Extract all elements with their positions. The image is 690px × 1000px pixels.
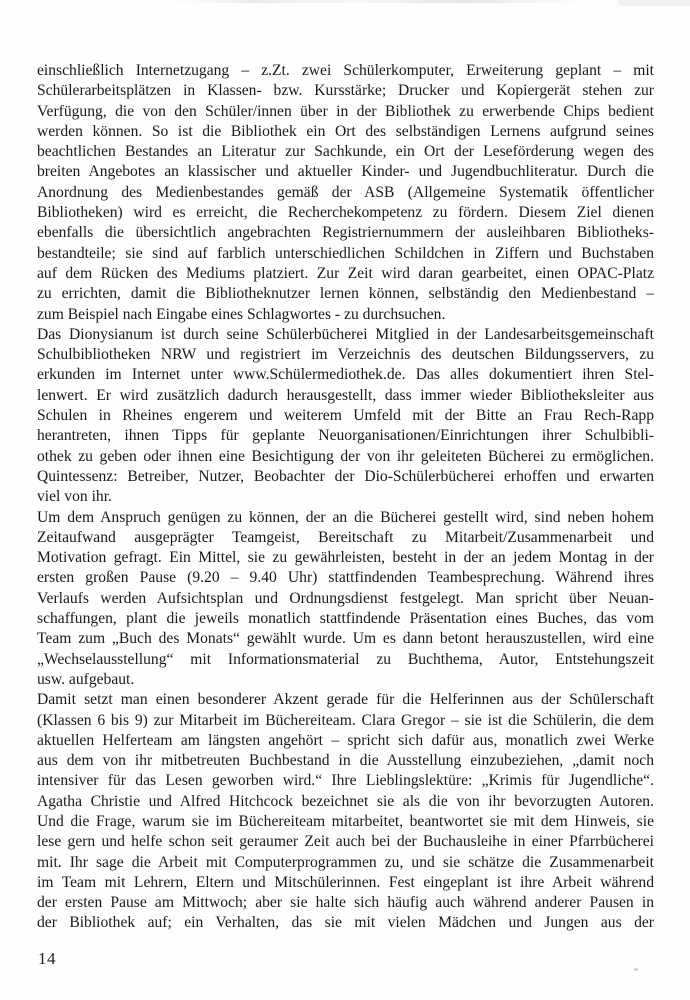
text-line: intensiver für das Lesen geworben wird.“ Ihre Lieblingslektüre: „Krimis für Jugendliche“. [37,772,654,790]
text-line: Um dem Anspruch genügen zu können, der an die Bücherei gestellt wird, sind neben hohem [37,508,654,526]
text-line: aus dem von ihr mitbetreuten Buchbestand in die Ausstellung einzubeziehen, „damit noch [37,752,654,770]
text-line: Team zum „Buch des Monats“ gewählt wurde. Um es dann betont herauszustellen, wird eine [37,630,654,648]
text-line: Motivation gefragt. Ein Mittel, sie zu gewährleisten, besteht in der an jedem Montag in der [37,549,654,567]
text-line: zum Beispiel nach Eingabe eines Schlagwortes - zu durchsuchen. [37,305,446,323]
text-line: bestandteile; sie sind auf farblich unterschiedlichen Schildchen in Ziffern und Buchstaben [37,244,654,262]
text-line: „Wechselausstellung“ mit Informationsmaterial zu Buchthema, Autor, Entstehungszeit [37,650,654,668]
scan-artifact-top-right-corner [618,0,690,6]
text-line: othek zu geben oder ihnen eine Besichtigung der von ihr geleiteten Bücherei zu ermöglichen. [37,447,654,465]
body-text-block [37,61,654,934]
text-line: schaffungen, plant die jeweils monatlich stattfindende Präsentation eines Buches, das vom [37,610,654,628]
text-line: Verlaufs werden Aufsichtsplan und Ordnungsdienst festgelegt. Man spricht über Neuan- [37,589,654,607]
text-line: (Klassen 6 bis 9) zur Mitarbeit im Büchereiteam. Clara Gregor – sie ist die Schülerin, die dem [37,711,654,729]
text-line: Das Dionysianum ist durch seine Schülerbücherei Mitglied in der Landesarbeitsgemeinschaft [37,325,654,343]
text-line: Damit setzt man einen besonderer Akzent gerade für die Helferinnen aus der Schülerschaft [37,691,654,709]
text-line: Quintessenz: Betreiber, Nutzer, Beobachter der Dio-Schülerbücherei erhoffen und erwarten [37,467,654,485]
text-line: ebenfalls die übersichtlich angebrachten Registriernummern der ausleihbaren Bibliotheks- [37,224,654,242]
text-line: lenwert. Er wird zusätzlich dadurch herausgestellt, dass immer wieder Bibliotheksleiter aus [37,386,654,404]
text-line: werden können. So ist die Bibliothek ein Ort des selbständigen Lernens aufgrund seines [37,122,654,140]
text-line: Zeitaufwand ausgeprägter Teamgeist, Bereitschaft zu Mitarbeit/Zusammenarbeit und [37,528,654,546]
text-line: zu errichten, damit die Bibliotheknutzer lernen können, selbständig den Medienbestand – [37,285,654,303]
text-line: Verfügung, die von den Schüler/innen über in der Bibliothek zu erwerbende Chips bedient [37,102,654,120]
text-line: Schülerarbeitsplätzen in Klassen- bzw. Kursstärke; Drucker und Kopiergerät stehen zur [37,82,654,100]
text-line: aktuellen Helferteam am längsten angehört – spricht sich dafür aus, monatlich zwei Werke [37,731,654,749]
text-line: Bibliotheken) wird es erreicht, die Recherchekompetenz zu fördern. Diesem Ziel dienen [37,204,654,222]
text-line: ersten großen Pause (9.20 – 9.40 Uhr) stattfindenden Teambesprechung. Während ihres [37,569,654,587]
text-line: Anordnung des Medienbestandes gemäß der ASB (Allgemeine Systematik öffentlicher [37,183,654,201]
text-line: Schulen in Rheines engerem und weiterem Umfeld mit der Bitte an Frau Rech-Rapp [37,407,654,425]
text-line: einschließlich Internetzugang – z.Zt. zwei Schülerkomputer, Erweiterung geplant – mit [37,62,654,79]
text-line: der Bibliothek auf; ein Verhalten, das sie mit vielen Mädchen und Jungen aus der [37,914,654,932]
text-line: Und die Frage, warum sie im Büchereiteam mitarbeitet, beantwortet sie mit dem Hinweis, sie [37,812,654,830]
text-line: der ersten Pause am Mittwoch; aber sie halte sich häufig auch während anderer Pausen in [37,894,654,912]
scan-artifact-top-edge [170,0,590,3]
text-line: im Team mit Lehrern, Eltern und Mitschülerinnen. Fest eingeplant ist ihre Arbeit während [37,873,654,891]
text-line: mit. Ihr sage die Arbeit mit Computerprogrammen zu, und sie schätze die Zusammenarbeit [37,853,654,871]
text-line: erkunden im Internet unter www.Schülermediothek.de. Das alles dokumentiert ihren Stel- [37,366,654,384]
text-line: breiten Angebotes an klassischer und aktueller Kinder- und Jugendbuchliteratur. Durch die [37,163,654,181]
text-line: lese gern und helfe schon seit geraumer Zeit auch bei der Buchausleihe in einer Pfarrbücherei [37,833,654,851]
text-line: beachtlichen Bestandes an Literatur zur Sachkunde, ein Ort der Leseförderung wegen des [37,143,654,161]
text-line: Agatha Christie und Alfred Hitchcock bezeichnet sie als die von ihr bevorzugten Autoren. [37,792,654,810]
scan-artifact-dot [634,968,638,971]
text-line: herantreten, ihnen Tipps für geplante Neuorganisationen/Einrichtungen ihrer Schulbibli- [37,427,654,445]
text-line: usw. aufgebaut. [37,670,135,688]
text-line: auf dem Rücken des Mediums platziert. Zur Zeit wird daran gearbeitet, einen OPAC-Platz [37,264,654,282]
text-line: Schulbibliotheken NRW und registriert im Verzeichnis des deutschen Bildungsservers, zu [37,346,654,364]
text-line: viel von ihr. [37,488,112,506]
page-number: 14 [38,949,56,968]
